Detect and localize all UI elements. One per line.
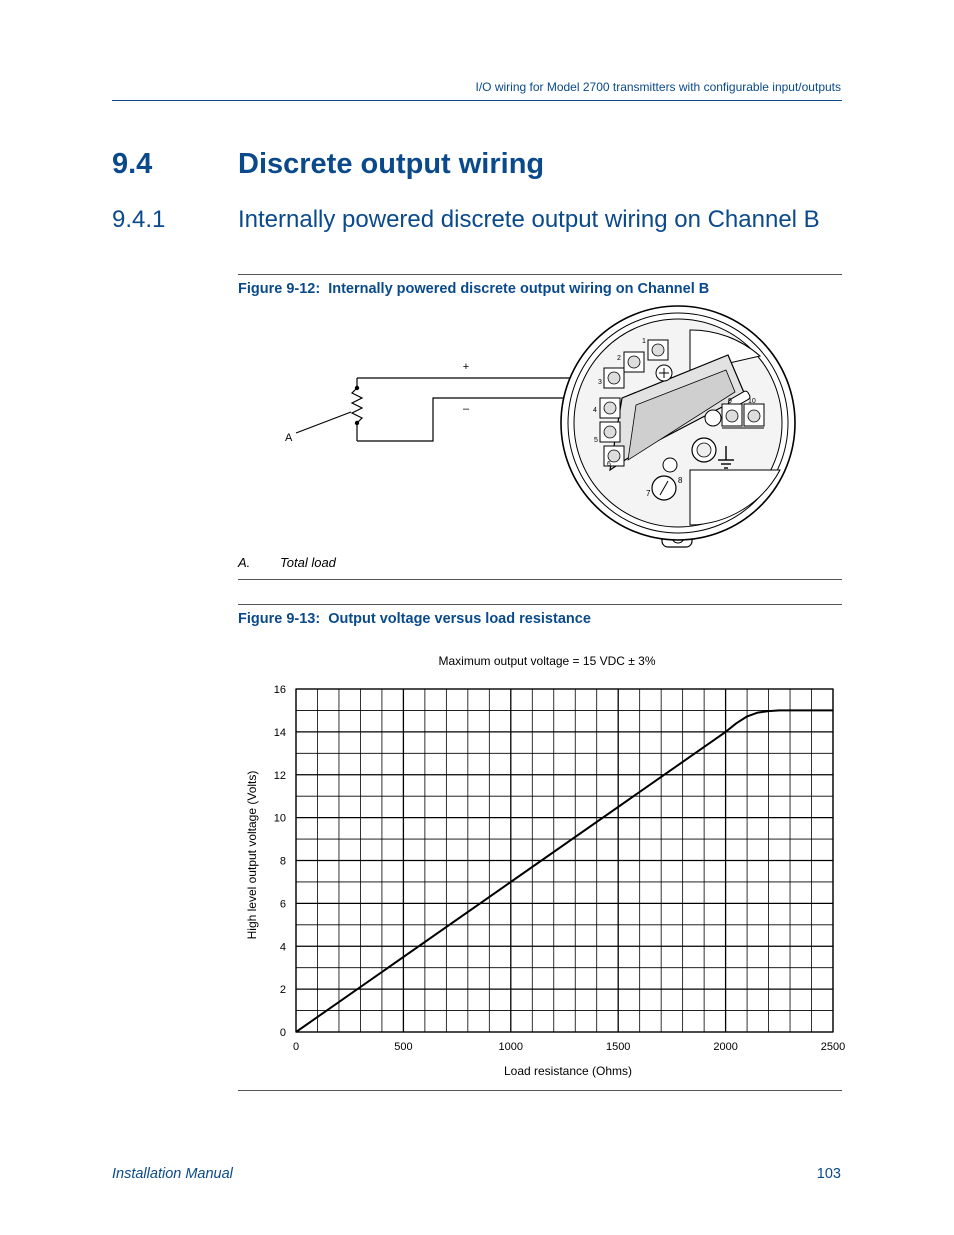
series-line: [296, 710, 833, 1032]
terminal-10-label: 10: [748, 398, 756, 405]
y-tick-label: 4: [279, 941, 286, 954]
x-tick-label: 500: [394, 1041, 413, 1053]
y-tick-label: 6: [279, 898, 286, 911]
terminal-9-label: 9: [728, 398, 732, 405]
legend-letter: A.: [238, 555, 251, 570]
terminal-4-label: 4: [593, 407, 597, 414]
x-tick-label: 2500: [820, 1041, 846, 1053]
chart-series: [296, 710, 833, 1032]
terminal-2-label: 2: [617, 355, 621, 362]
y-axis-label: High level output voltage (Volts): [245, 770, 259, 940]
x-axis-label: Load resistance (Ohms): [503, 1064, 633, 1078]
terminal-1-label: 1: [642, 338, 646, 345]
chart-axes: [274, 684, 845, 1053]
figure1-number: Figure 9-12:: [238, 281, 321, 297]
figure2-bottom-rule: [238, 1090, 842, 1091]
figure2-number: Figure 9-13:: [238, 611, 321, 627]
subsection-number: 9.4.1: [112, 206, 166, 233]
footer-page-number: 103: [816, 1166, 841, 1182]
y-tick-label: 14: [273, 726, 286, 739]
figure1-title: Internally powered discrete output wiring on Channel B: [328, 281, 710, 297]
x-tick-label: 1500: [605, 1041, 631, 1053]
y-tick-label: 8: [279, 855, 286, 868]
y-tick-label: 2: [279, 984, 286, 997]
terminal-6-label: 6: [607, 461, 611, 468]
callout-a: A: [285, 432, 293, 444]
x-tick-label: 1000: [498, 1041, 524, 1053]
subsection-title: Internally powered discrete output wiring on Channel B: [238, 206, 820, 233]
terminal-5-label: 5: [594, 437, 598, 444]
y-tick-label: 10: [273, 812, 286, 825]
chart-grid: [296, 689, 833, 1032]
legend-text: Total load: [280, 555, 336, 570]
figure2-title: Output voltage versus load resistance: [328, 611, 591, 627]
x-tick-label: 0: [292, 1041, 300, 1053]
plus-label: +: [462, 361, 470, 373]
section-title: Discrete output wiring: [238, 148, 545, 180]
running-header: I/O wiring for Model 2700 transmitters with configurable input/outputs: [475, 80, 841, 94]
section-number: 9.4: [112, 148, 153, 180]
footer-manual-title: Installation Manual: [112, 1166, 233, 1182]
terminal-3-label: 3: [598, 379, 602, 386]
y-tick-label: 16: [273, 684, 286, 696]
y-tick-label: 12: [273, 769, 286, 782]
terminal-8-label: 8: [678, 476, 683, 485]
terminal-7-label: 7: [646, 489, 651, 498]
x-tick-label: 2000: [713, 1041, 738, 1053]
y-tick-label: 0: [279, 1027, 286, 1039]
chart-title: Maximum output voltage = 15 VDC ± 3%: [438, 654, 656, 668]
minus-label: –: [462, 403, 470, 415]
